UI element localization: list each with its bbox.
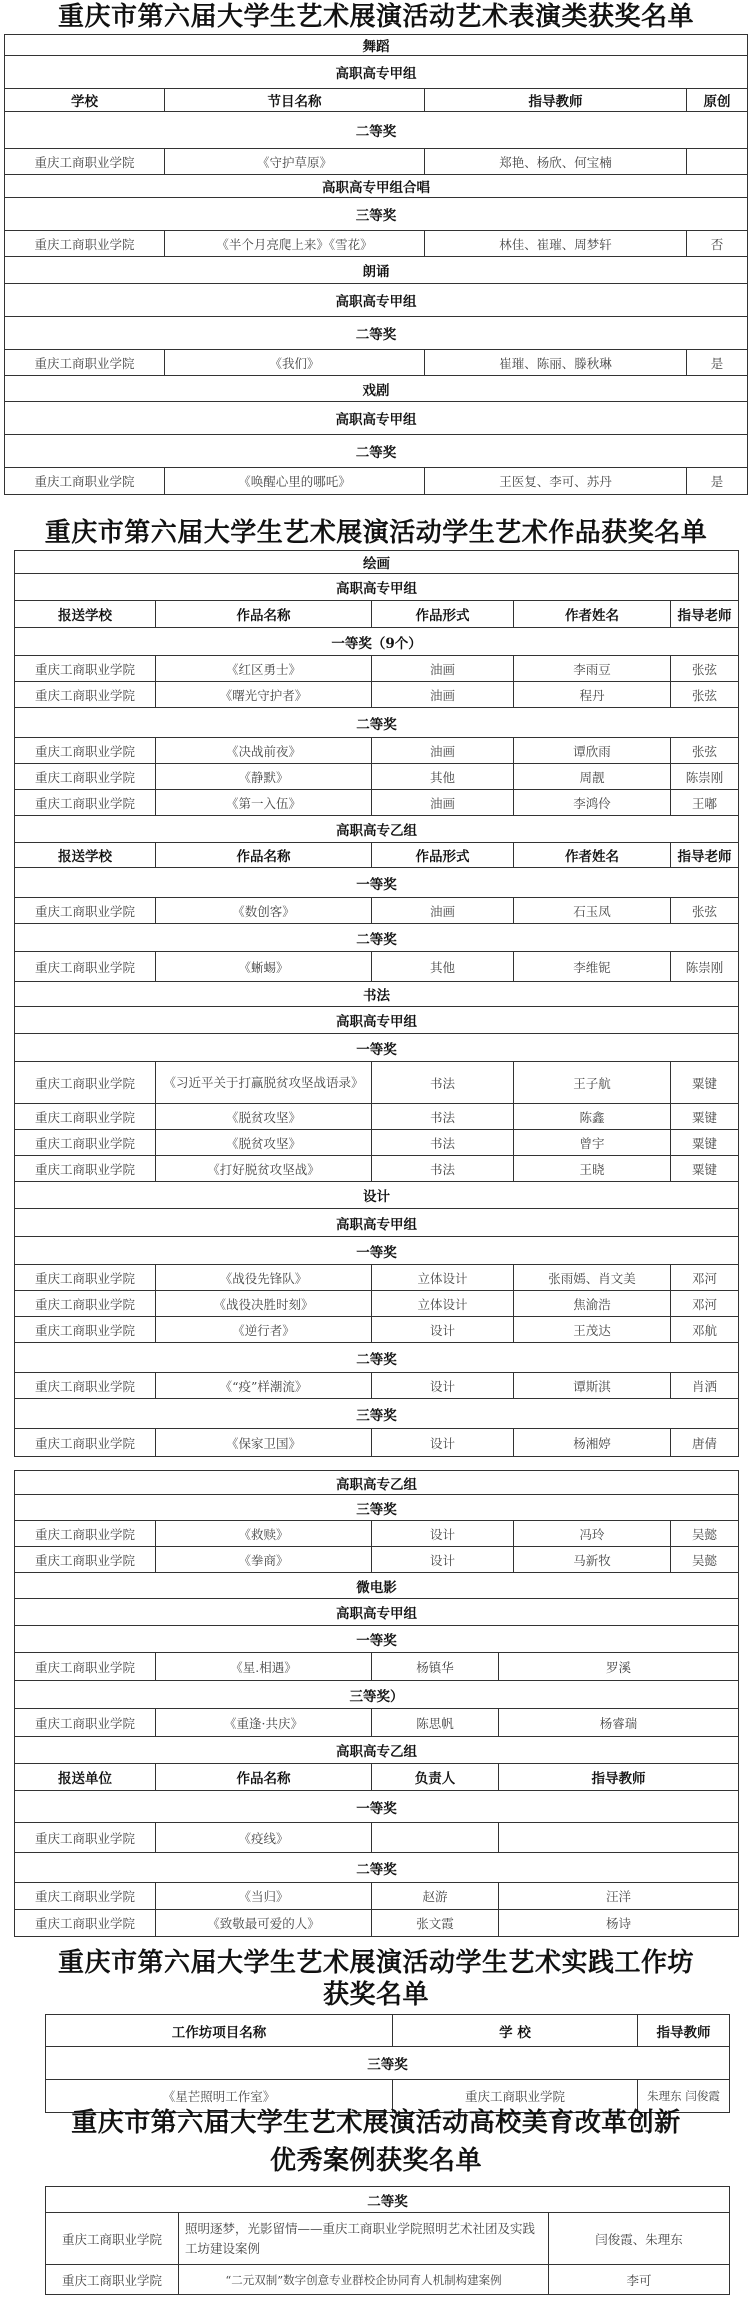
table-row — [15, 1709, 739, 1737]
cell-teacher: 杨睿瑞 — [499, 1709, 739, 1737]
cell-work: 《静默》 — [156, 764, 372, 790]
col-author: 作者姓名 — [514, 601, 671, 628]
group-heading: 高职高专乙组 — [15, 816, 739, 843]
group-heading: 高职高专甲组 — [15, 1209, 739, 1237]
col-school: 学 校 — [393, 2015, 638, 2047]
table-row — [15, 1883, 739, 1910]
cell-form: 设计 — [372, 1317, 514, 1343]
cell-teacher: 闫俊霞、朱理东 — [549, 2213, 730, 2265]
category-recite: 朗诵 — [5, 257, 748, 284]
cell-teacher: 杨诗 — [499, 1910, 739, 1937]
col-program: 节目名称 — [165, 89, 425, 112]
prize-heading: 一等奖 — [15, 868, 739, 898]
prize-heading: 一等奖 — [15, 1237, 739, 1265]
cell-teacher: 唐倩 — [671, 1429, 739, 1457]
cell-work: 《脱贫攻坚》 — [156, 1104, 372, 1130]
cell-author: 马新牧 — [514, 1547, 671, 1573]
table-aesthetic-case — [45, 2186, 730, 2295]
table-row — [15, 1429, 739, 1457]
cell-school: 重庆工商职业学院 — [5, 350, 165, 376]
cell-school: 重庆工商职业学院 — [15, 790, 156, 816]
table-row — [15, 1373, 739, 1399]
cell-teacher: 粟键 — [671, 1130, 739, 1156]
category-design: 设计 — [15, 1182, 739, 1209]
cell-teacher: 陈崇刚 — [671, 764, 739, 790]
col-school: 报送学校 — [15, 843, 156, 868]
cell-original: 是 — [687, 468, 748, 495]
group-heading: 高职高专甲组 — [5, 56, 748, 89]
prize-heading: 二等奖 — [15, 708, 739, 738]
col-teacher: 指导教师 — [499, 1764, 739, 1791]
group-heading: 高职高专甲组 — [15, 1599, 739, 1626]
group-heading: 高职高专甲组合唱 — [5, 175, 748, 198]
group-heading: 高职高专乙组 — [15, 1737, 739, 1764]
prize-heading: 一等奖 — [15, 1626, 739, 1653]
cell-teacher: 陈崇刚 — [671, 952, 739, 982]
table-microfilm — [14, 1572, 739, 1937]
cell-form: 油画 — [372, 898, 514, 924]
cell-school: 重庆工商职业学院 — [15, 952, 156, 982]
category-calligraphy: 书法 — [15, 982, 739, 1007]
table-row — [5, 468, 748, 495]
col-work: 作品名称 — [156, 1764, 372, 1791]
title-performance: 重庆市第六届大学生艺术展演活动艺术表演类获奖名单 — [57, 2, 694, 32]
cell-program: 《守护草原》 — [165, 149, 425, 175]
cell-form: 书法 — [372, 1156, 514, 1182]
cell-leader: 张文霞 — [372, 1910, 499, 1937]
prize-heading: 二等奖 — [46, 2187, 730, 2213]
cell-school: 重庆工商职业学院 — [15, 656, 156, 682]
cell-original: 是 — [687, 350, 748, 376]
cell-author: 李鸿伶 — [514, 790, 671, 816]
table-row — [15, 952, 739, 982]
cell-form: 油画 — [372, 738, 514, 764]
cell-work: 《蜥蜴》 — [156, 952, 372, 982]
table-row — [15, 1910, 739, 1937]
title-workshop: 重庆市第六届大学生艺术展演活动学生艺术实践工作坊 — [57, 1948, 694, 1978]
table-row — [15, 682, 739, 708]
table-artworks — [14, 550, 739, 1457]
cell-school: 重庆工商职业学院 — [15, 1317, 156, 1343]
table-row — [15, 764, 739, 790]
title-aesthetic-case: 重庆市第六届大学生艺术展演活动高校美育改革创新 — [71, 2108, 681, 2138]
cell-author: 石玉凤 — [514, 898, 671, 924]
cell-school: 重庆工商职业学院 — [5, 231, 165, 257]
cell-school: 重庆工商职业学院 — [15, 738, 156, 764]
table-row — [5, 350, 748, 376]
table-artworks-continued — [14, 1470, 739, 1573]
table-row — [5, 231, 748, 257]
table-row — [15, 1547, 739, 1573]
table-performance — [4, 34, 748, 495]
col-author: 作者姓名 — [514, 843, 671, 868]
table-row — [15, 1823, 739, 1853]
cell-workshop-name: 《星芒照明工作室》 — [46, 2080, 393, 2113]
cell-author: 李维铌 — [514, 952, 671, 982]
table-row — [15, 1130, 739, 1156]
cell-case-name: “二元双制”数字创意专业群校企协同育人机制构建案例 — [179, 2265, 549, 2295]
table-row — [15, 790, 739, 816]
cell-teacher: 张弦 — [671, 682, 739, 708]
cell-form: 油画 — [372, 790, 514, 816]
col-workshop-name: 工作坊项目名称 — [46, 2015, 393, 2047]
category-micro-film: 微电影 — [15, 1573, 739, 1599]
cell-work: 《救赎》 — [156, 1521, 372, 1547]
col-teacher: 指导教师 — [425, 89, 687, 112]
cell-author: 王子航 — [514, 1062, 671, 1104]
cell-program: 《半个月亮爬上来》《雪花》 — [165, 231, 425, 257]
col-original: 原创 — [687, 89, 748, 112]
cell-school: 重庆工商职业学院 — [15, 898, 156, 924]
col-work: 作品名称 — [156, 843, 372, 868]
table-workshop — [45, 2014, 730, 2113]
table-row — [15, 1291, 739, 1317]
cell-author: 杨湘婷 — [514, 1429, 671, 1457]
cell-author: 谭欣雨 — [514, 738, 671, 764]
cell-author: 冯玲 — [514, 1521, 671, 1547]
cell-teacher: 王医复、李可、苏丹 — [425, 468, 687, 495]
table-row — [15, 1653, 739, 1681]
prize-heading: 一等奖（9个） — [15, 628, 739, 656]
cell-school: 重庆工商职业学院 — [15, 1265, 156, 1291]
cell-leader: 杨镇华 — [372, 1653, 499, 1681]
cell-leader: 陈思帆 — [372, 1709, 499, 1737]
table-row — [15, 1104, 739, 1130]
cell-teacher: 郑艳、杨欣、何宝楠 — [425, 149, 687, 175]
cell-teacher: 罗溪 — [499, 1653, 739, 1681]
cell-work: 《星.相遇》 — [156, 1653, 372, 1681]
col-school: 学校 — [5, 89, 165, 112]
cell-teacher: 王嘟 — [671, 790, 739, 816]
cell-school: 重庆工商职业学院 — [15, 1291, 156, 1317]
cell-work: 《致敬最可爱的人》 — [156, 1910, 372, 1937]
cell-author: 王茂达 — [514, 1317, 671, 1343]
cell-teacher: 吴懿 — [671, 1521, 739, 1547]
prize-heading: 一等奖 — [15, 1791, 739, 1823]
cell-work: 《战役决胜时刻》 — [156, 1291, 372, 1317]
cell-school: 重庆工商职业学院 — [5, 149, 165, 175]
cell-author: 张雨嫣、肖文美 — [514, 1265, 671, 1291]
cell-work: 《打好脱贫攻坚战》 — [156, 1156, 372, 1182]
title-aesthetic-case-line2: 优秀案例获奖名单 — [269, 2146, 482, 2176]
table-row — [46, 2213, 730, 2265]
cell-work: 《曙光守护者》 — [156, 682, 372, 708]
cell-school: 重庆工商职业学院 — [15, 1823, 156, 1853]
cell-work: 《决战前夜》 — [156, 738, 372, 764]
cell-form: 书法 — [372, 1062, 514, 1104]
cell-program: 《唤醒心里的哪吒》 — [165, 468, 425, 495]
group-heading: 高职高专甲组 — [15, 574, 739, 601]
prize-heading: 三等奖 — [15, 1495, 739, 1521]
prize-heading: 三等奖） — [15, 1681, 739, 1709]
cell-school: 重庆工商职业学院 — [15, 1521, 156, 1547]
table-row — [15, 1317, 739, 1343]
cell-work: 《数创客》 — [156, 898, 372, 924]
cell-form: 其他 — [372, 952, 514, 982]
cell-original: 否 — [687, 231, 748, 257]
cell-school: 重庆工商职业学院 — [15, 1373, 156, 1399]
cell-form: 油画 — [372, 656, 514, 682]
cell-school: 重庆工商职业学院 — [393, 2080, 638, 2113]
cell-teacher: 粟键 — [671, 1062, 739, 1104]
cell-teacher: 邓河 — [671, 1291, 739, 1317]
cell-work: 《当归》 — [156, 1883, 372, 1910]
cell-teacher: 崔璀、陈丽、滕秋琳 — [425, 350, 687, 376]
cell-teacher: 粟键 — [671, 1156, 739, 1182]
cell-school: 重庆工商职业学院 — [15, 1547, 156, 1573]
prize-heading: 二等奖 — [5, 112, 748, 149]
cell-school: 重庆工商职业学院 — [5, 468, 165, 495]
col-unit: 报送单位 — [15, 1764, 156, 1791]
cell-work: 《脱贫攻坚》 — [156, 1130, 372, 1156]
cell-work: 《逆行者》 — [156, 1317, 372, 1343]
cell-form: 其他 — [372, 764, 514, 790]
group-heading: 高职高专甲组 — [15, 1007, 739, 1034]
cell-form: 书法 — [372, 1104, 514, 1130]
table-row — [5, 149, 748, 175]
cell-teacher — [499, 1823, 739, 1853]
cell-author: 周靓 — [514, 764, 671, 790]
cell-work: 《战役先锋队》 — [156, 1265, 372, 1291]
cell-author: 焦渝浩 — [514, 1291, 671, 1317]
col-teacher: 指导老师 — [671, 601, 739, 628]
prize-heading: 二等奖 — [15, 1343, 739, 1373]
category-dance: 舞蹈 — [5, 35, 748, 56]
title-workshop-line2: 获奖名单 — [322, 1980, 429, 2010]
prize-heading: 三等奖 — [15, 1399, 739, 1429]
table-row — [15, 738, 739, 764]
cell-form: 立体设计 — [372, 1265, 514, 1291]
category-drama: 戏剧 — [5, 376, 748, 402]
col-form: 作品形式 — [372, 843, 514, 868]
cell-school: 重庆工商职业学院 — [46, 2265, 179, 2295]
cell-work: 《疫线》 — [156, 1823, 372, 1853]
cell-teacher: 吴懿 — [671, 1547, 739, 1573]
prize-heading: 二等奖 — [5, 317, 748, 350]
cell-work: 《重逢·共庆》 — [156, 1709, 372, 1737]
cell-leader: 赵游 — [372, 1883, 499, 1910]
cell-author: 谭斯淇 — [514, 1373, 671, 1399]
cell-teacher: 张弦 — [671, 898, 739, 924]
cell-school: 重庆工商职业学院 — [15, 1130, 156, 1156]
table-row — [15, 1062, 739, 1104]
cell-school: 重庆工商职业学院 — [15, 1156, 156, 1182]
cell-leader — [372, 1823, 499, 1853]
cell-school: 重庆工商职业学院 — [15, 1062, 156, 1104]
prize-heading: 三等奖 — [46, 2047, 730, 2080]
cell-teacher: 汪洋 — [499, 1883, 739, 1910]
title-artworks: 重庆市第六届大学生艺术展演活动学生艺术作品获奖名单 — [44, 518, 708, 548]
cell-teacher: 邓河 — [671, 1265, 739, 1291]
group-heading: 高职高专甲组 — [5, 402, 748, 435]
cell-author: 陈鑫 — [514, 1104, 671, 1130]
cell-original — [687, 149, 748, 175]
cell-teacher: 邓航 — [671, 1317, 739, 1343]
col-form: 作品形式 — [372, 601, 514, 628]
cell-form: 立体设计 — [372, 1291, 514, 1317]
prize-heading: 一等奖 — [15, 1034, 739, 1062]
cell-author: 程丹 — [514, 682, 671, 708]
cell-form: 设计 — [372, 1373, 514, 1399]
table-row — [15, 898, 739, 924]
group-heading: 高职高专甲组 — [5, 284, 748, 317]
table-row — [46, 2265, 730, 2295]
cell-work: 《保家卫国》 — [156, 1429, 372, 1457]
col-leader: 负责人 — [372, 1764, 499, 1791]
cell-teacher: 张弦 — [671, 656, 739, 682]
cell-work: 《“疫”样潮流》 — [156, 1373, 372, 1399]
cell-school: 重庆工商职业学院 — [46, 2213, 179, 2265]
col-school: 报送学校 — [15, 601, 156, 628]
table-row — [15, 1521, 739, 1547]
cell-school: 重庆工商职业学院 — [15, 1653, 156, 1681]
cell-school: 重庆工商职业学院 — [15, 1883, 156, 1910]
table-row — [15, 1265, 739, 1291]
prize-heading: 二等奖 — [15, 1853, 739, 1883]
group-heading: 高职高专乙组 — [15, 1471, 739, 1495]
prize-heading: 三等奖 — [5, 198, 748, 231]
col-teacher: 指导教师 — [638, 2015, 730, 2047]
cell-teacher: 李可 — [549, 2265, 730, 2295]
cell-teacher: 粟键 — [671, 1104, 739, 1130]
cell-work: 《第一入伍》 — [156, 790, 372, 816]
cell-form: 油画 — [372, 682, 514, 708]
cell-school: 重庆工商职业学院 — [15, 1910, 156, 1937]
cell-teacher: 张弦 — [671, 738, 739, 764]
col-work: 作品名称 — [156, 601, 372, 628]
cell-school: 重庆工商职业学院 — [15, 1104, 156, 1130]
cell-form: 书法 — [372, 1130, 514, 1156]
cell-school: 重庆工商职业学院 — [15, 1429, 156, 1457]
cell-work: 《拳商》 — [156, 1547, 372, 1573]
prize-heading: 二等奖 — [5, 435, 748, 468]
cell-work: 《习近平关于打赢脱贫攻坚战语录》 — [156, 1062, 372, 1104]
table-row — [15, 656, 739, 682]
cell-teacher: 朱理东 闫俊霞 — [638, 2080, 730, 2113]
cell-author: 王晓 — [514, 1156, 671, 1182]
cell-program: 《我们》 — [165, 350, 425, 376]
cell-school: 重庆工商职业学院 — [15, 764, 156, 790]
cell-teacher: 林佳、崔璀、周梦轩 — [425, 231, 687, 257]
col-teacher: 指导老师 — [671, 843, 739, 868]
cell-school: 重庆工商职业学院 — [15, 682, 156, 708]
cell-teacher: 肖洒 — [671, 1373, 739, 1399]
cell-work: 《红区勇士》 — [156, 656, 372, 682]
cell-form: 设计 — [372, 1547, 514, 1573]
cell-form: 设计 — [372, 1521, 514, 1547]
table-row — [15, 1156, 739, 1182]
cell-form: 设计 — [372, 1429, 514, 1457]
cell-school: 重庆工商职业学院 — [15, 1709, 156, 1737]
prize-heading: 二等奖 — [15, 924, 739, 952]
cell-author: 李雨豆 — [514, 656, 671, 682]
cell-author: 曾宇 — [514, 1130, 671, 1156]
cell-case-name: 照明逐梦，光影留情——重庆工商职业学院照明艺术社团及实践工坊建设案例 — [179, 2213, 549, 2265]
category-painting: 绘画 — [15, 551, 739, 574]
